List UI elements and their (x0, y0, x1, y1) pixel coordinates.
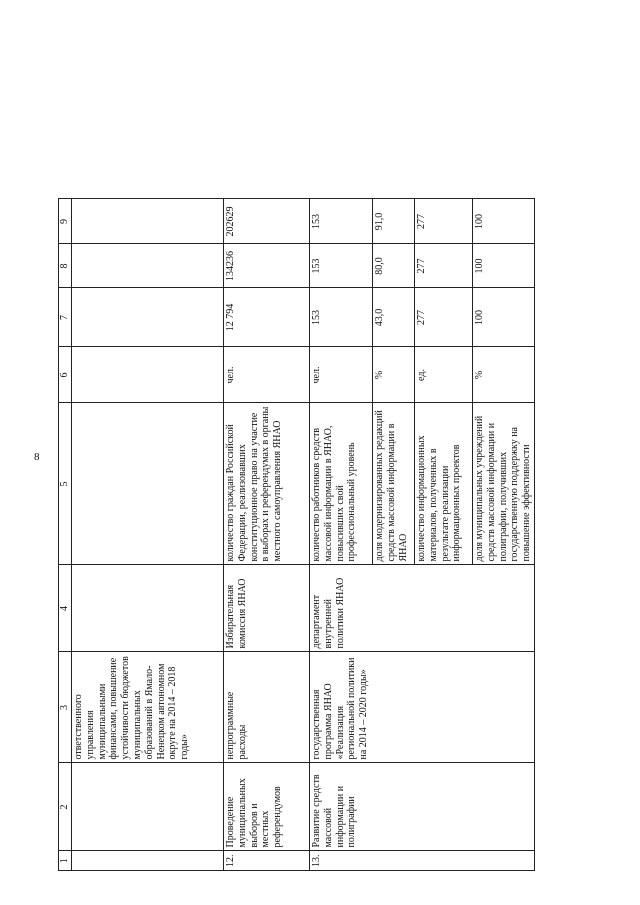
program-name: государственная программа ЯНАО «Реализация региональной политики на 2014 – 2020 годы» (310, 652, 535, 763)
value-col9: 277 (415, 199, 473, 244)
indicators-table (58, 199, 535, 872)
executor-name: департамент внутренней политики ЯНАО (310, 565, 535, 652)
measure-name: Развитие средств массовой информации и полиграфии (310, 763, 535, 851)
table-cell (72, 763, 224, 851)
value-col7: 277 (415, 288, 473, 347)
table-cell (72, 244, 224, 288)
value-col8: 134236 (224, 244, 310, 288)
indicator-text: доля модернизированных редакций средств массовой информации в ЯНАО (373, 403, 415, 565)
unit-cell: % (473, 347, 535, 403)
table-row-12 (224, 199, 310, 871)
table-row-continuation (72, 199, 224, 871)
table-row-13 (310, 199, 373, 871)
header-cell: 1 (59, 851, 72, 871)
header-cell: 9 (59, 199, 72, 244)
table-cell (72, 565, 224, 652)
header-cell: 3 (59, 652, 72, 763)
value-col9: 100 (473, 199, 535, 244)
row-number: 13. (310, 851, 535, 871)
continued-program-text: ответственного управления муниципальными финансами, повышение устойчивости бюджетов муниципальных образований в Ямало-Ненецком автономном округе на 2014 – 2018 годы» (72, 652, 224, 763)
header-cell: 6 (59, 347, 72, 403)
program-name: непрограммные расходы (224, 652, 310, 763)
unit-cell: чел. (224, 347, 310, 403)
header-row (59, 199, 72, 871)
header-cell: 5 (59, 403, 72, 565)
table-cell (72, 288, 224, 347)
value-col8: 100 (473, 244, 535, 288)
unit-cell: ед. (415, 347, 473, 403)
executor-name: Избирательная комиссия ЯНАО (224, 565, 310, 652)
value-col7: 100 (473, 288, 535, 347)
indicator-text: доля муниципальных учреждений средств массовой информации и полиграфии, получивших государственную поддержку на повышение эффективности (473, 403, 535, 565)
value-col9: 153 (310, 199, 373, 244)
measure-name: Проведение муниципальных выборов и местных референдумов (224, 763, 310, 851)
unit-cell: чел. (310, 347, 373, 403)
unit-cell: % (373, 347, 415, 403)
value-col7: 43,0 (373, 288, 415, 347)
header-cell: 4 (59, 565, 72, 652)
page-number: 8 (34, 451, 40, 463)
value-col8: 80,0 (373, 244, 415, 288)
indicator-text: количество работников средств массовой информации в ЯНАО, повысивших свой профессиональный уровень (310, 403, 373, 565)
value-col7: 153 (310, 288, 373, 347)
table-cell (72, 403, 224, 565)
value-col8: 153 (310, 244, 373, 288)
table-cell (72, 199, 224, 244)
table-cell (72, 851, 224, 871)
indicator-text: количество информационных материалов, полученных в результате реализации информационных проектов (415, 403, 473, 565)
header-cell: 2 (59, 763, 72, 851)
indicator-text: количество граждан Российской Федерации, реализовавших конституционное право на участие в выборах и референдумах в органы местного самоуправления ЯНАО (224, 403, 310, 565)
table-cell (72, 347, 224, 403)
value-col7: 12 794 (224, 288, 310, 347)
value-col8: 277 (415, 244, 473, 288)
value-col9: 202629 (224, 199, 310, 244)
value-col9: 91,0 (373, 199, 415, 244)
header-cell: 7 (59, 288, 72, 347)
row-number: 12. (224, 851, 310, 871)
header-cell: 8 (59, 244, 72, 288)
